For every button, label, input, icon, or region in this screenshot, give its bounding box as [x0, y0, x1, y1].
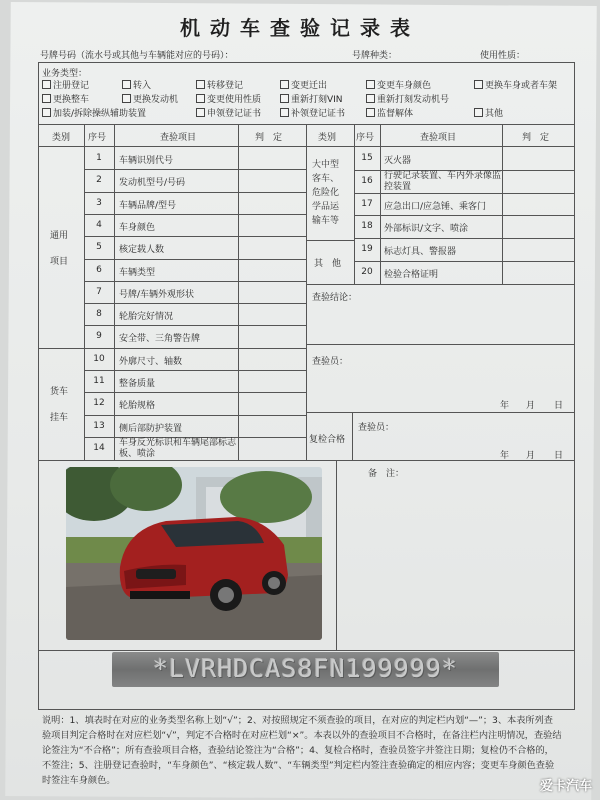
item-number: 6	[96, 264, 102, 275]
business-option-label: 转入	[133, 81, 152, 91]
business-option[interactable]	[280, 106, 345, 119]
judge-cell[interactable]	[239, 303, 306, 325]
item-label: 车身反光标识和车辆尾部标志板、喷涂	[119, 437, 237, 459]
category-large-5: 输车等	[312, 216, 340, 226]
divider	[38, 650, 575, 651]
item-number: 15	[361, 153, 373, 163]
frame-right	[574, 62, 575, 710]
recheck-date-year: 年	[500, 451, 510, 461]
checkbox-icon[interactable]	[196, 94, 205, 103]
business-option[interactable]	[196, 106, 261, 119]
checkbox-icon[interactable]	[366, 108, 375, 117]
divider	[336, 460, 337, 650]
business-option-label: 变更迁出	[291, 81, 328, 91]
item-label: 外廓尺寸、轴数	[119, 356, 183, 367]
item-number: 18	[361, 221, 373, 232]
header-judge-right: 判 定	[522, 133, 550, 143]
judge-cell[interactable]	[503, 170, 574, 193]
judge-cell[interactable]	[239, 214, 306, 236]
vin-rubbing-text: *LVRHDCAS8FN199999*	[153, 654, 458, 683]
business-option[interactable]	[196, 92, 261, 105]
judge-cell[interactable]	[239, 348, 306, 370]
item-number: 2	[96, 175, 102, 186]
judge-cell[interactable]	[239, 192, 306, 214]
divider	[380, 124, 381, 284]
judge-cell[interactable]	[239, 281, 306, 303]
item-label: 轮胎完好情况	[119, 312, 174, 323]
business-option[interactable]	[42, 92, 89, 105]
checkbox-icon[interactable]	[366, 80, 375, 89]
business-option[interactable]	[366, 92, 449, 105]
business-option[interactable]	[474, 78, 557, 91]
business-type-label: 业务类型：	[42, 69, 88, 79]
item-number: 10	[93, 353, 105, 364]
category-large-3: 危险化	[312, 188, 340, 198]
recheck-label: 复检合格	[309, 435, 346, 445]
item-number: 9	[96, 331, 102, 342]
checkbox-icon[interactable]	[42, 108, 51, 117]
header-category-right: 类别	[318, 133, 337, 143]
header-seq-left: 序号	[88, 133, 107, 143]
business-option[interactable]	[196, 78, 243, 91]
usage-label: 使用性质：	[480, 51, 526, 61]
business-option[interactable]	[42, 78, 89, 91]
header-judge-left: 判 定	[255, 133, 283, 143]
judge-cell[interactable]	[239, 236, 306, 258]
site-watermark: 爱卡汽车	[539, 779, 592, 794]
inspector-date-day: 日	[554, 401, 564, 411]
checkbox-icon[interactable]	[366, 94, 375, 103]
judge-cell[interactable]	[503, 238, 574, 261]
recheck-inspector-label: 查验员：	[358, 423, 395, 433]
judge-cell[interactable]	[239, 147, 306, 169]
category-large-4: 学品运	[312, 202, 340, 212]
item-label: 安全带、三角警告牌	[119, 334, 201, 345]
plate-type-label: 号牌种类：	[352, 51, 398, 61]
checkbox-icon[interactable]	[280, 94, 289, 103]
frame-top	[38, 62, 575, 63]
business-option[interactable]	[366, 106, 413, 119]
checkbox-icon[interactable]	[122, 94, 131, 103]
header-seq-right: 序号	[356, 133, 375, 143]
recheck-date-day: 日	[554, 451, 564, 461]
category-general-2: 项目	[50, 257, 69, 267]
item-label: 应急出口/应急锤、乘客门	[384, 201, 487, 212]
business-option-label: 注册登记	[53, 81, 90, 91]
item-number: 1	[96, 153, 102, 163]
vehicle-photo	[66, 467, 322, 640]
item-number: 8	[96, 309, 102, 320]
judge-cell[interactable]	[239, 169, 306, 191]
business-option[interactable]	[366, 78, 431, 91]
divider	[84, 124, 85, 460]
judge-cell[interactable]	[503, 193, 574, 216]
business-option-label: 更换车身或者车架	[485, 81, 558, 91]
item-label: 核定载人数	[119, 245, 165, 256]
item-number: 20	[361, 267, 373, 277]
form-title: 机动车查验记录表	[180, 16, 420, 40]
business-option-label: 监督解体	[377, 109, 414, 119]
header-category-left: 类别	[52, 133, 71, 143]
item-label: 行驶记录装置、车内外录像监控装置	[384, 170, 502, 192]
business-option[interactable]	[474, 106, 503, 119]
business-option-label: 补领登记证书	[291, 109, 346, 119]
item-number: 12	[93, 398, 105, 409]
item-label: 侧后部防护装置	[119, 423, 183, 434]
business-option[interactable]	[122, 78, 151, 91]
checkbox-icon[interactable]	[122, 80, 131, 89]
business-option-label: 加装/拆除操纵辅助装置	[53, 109, 147, 119]
business-option[interactable]	[280, 92, 343, 105]
frame-left	[38, 62, 39, 710]
item-number: 17	[361, 198, 373, 209]
category-large-1: 大中型	[312, 160, 340, 170]
item-number: 16	[361, 175, 373, 186]
inspector-label: 查验员：	[312, 357, 349, 367]
item-label: 整备质量	[119, 379, 156, 389]
business-option-label: 变更使用性质	[207, 95, 262, 105]
judge-cell[interactable]	[239, 437, 306, 459]
business-option-label: 更换发动机	[133, 95, 179, 105]
checkbox-icon[interactable]	[196, 108, 205, 117]
item-label: 车辆类型	[119, 267, 156, 278]
divider	[306, 124, 307, 460]
frame-bottom	[38, 709, 575, 710]
remark-label: 备 注：	[368, 469, 405, 479]
judge-cell[interactable]	[239, 370, 306, 392]
business-option-label: 其他	[485, 109, 504, 119]
item-label: 检验合格证明	[384, 270, 439, 280]
inspector-date-month: 月	[526, 401, 536, 411]
header-item-left: 查验项目	[160, 133, 197, 143]
divider	[352, 412, 353, 460]
item-label: 号牌/车辆外观形状	[119, 289, 195, 300]
category-general-1: 通用	[50, 231, 69, 241]
divider	[306, 240, 355, 241]
category-large-2: 客车、	[312, 174, 340, 184]
divider	[306, 344, 575, 345]
item-number: 14	[93, 442, 105, 453]
item-label: 车身颜色	[119, 222, 156, 233]
item-label: 外部标识/文字、喷涂	[384, 224, 469, 235]
business-option-label: 变更车身颜色	[377, 81, 432, 91]
divider	[354, 124, 355, 284]
item-number: 13	[93, 420, 105, 431]
business-option-label: 转移登记	[207, 81, 244, 91]
item-label: 轮胎规格	[119, 401, 156, 412]
item-label: 标志灯具、警报器	[384, 247, 457, 258]
business-option[interactable]	[280, 78, 327, 91]
inspector-date-year: 年	[500, 401, 510, 411]
header-item-right: 查验项目	[420, 133, 457, 143]
judge-cell[interactable]	[503, 147, 574, 170]
business-option-label: 更换整车	[53, 95, 90, 105]
item-number: 11	[93, 376, 105, 386]
business-option-label: 申领登记证书	[207, 109, 262, 119]
judge-cell[interactable]	[239, 259, 306, 281]
item-number: 7	[96, 286, 102, 297]
item-label: 车辆识别代号	[119, 156, 174, 166]
divider	[306, 284, 575, 285]
item-label: 灭火器	[384, 156, 412, 166]
divider	[38, 348, 307, 349]
judge-cell[interactable]	[503, 215, 574, 238]
business-option-label: 重新打刻VIN	[291, 95, 343, 105]
instruction-note: 说明：1、填表时在对应的业务类型名称上划“√”；2、对按照规定不须查验的项目，在对应的判定栏内划“—”；3、本表所列查验项目判定合格时在对应栏划“√”，判定不合格时在对应栏划“×”。本表以外的查验项目不合格时，在备注栏内注明情况，查验结论签注为“不合格”；所有查验项目合格，查验结论签注为“合格”；4、复检合格时，查验员签字并签注日期；复检仍不合格的，不签注；5、注册登记查验时，“车身颜色”、“核定载人数”、“车辆类型”判定栏内签注查验确定的相应内容；变更车身颜色查验时签注车身颜色。	[42, 715, 562, 786]
checkbox-icon[interactable]	[42, 80, 51, 89]
business-option[interactable]	[122, 92, 178, 105]
checkbox-icon[interactable]	[42, 94, 51, 103]
checkbox-icon[interactable]	[280, 108, 289, 117]
business-option-label: 重新打刻发动机号	[377, 95, 450, 105]
judge-cell[interactable]	[503, 261, 574, 284]
divider	[306, 412, 575, 413]
judge-cell[interactable]	[239, 392, 306, 414]
item-number: 5	[96, 242, 102, 253]
item-number: 4	[96, 219, 102, 230]
business-option[interactable]	[42, 106, 146, 119]
conclusion-label: 查验结论：	[312, 293, 358, 303]
divider	[114, 124, 115, 460]
checkbox-icon[interactable]	[280, 80, 289, 89]
item-number: 3	[96, 197, 102, 208]
judge-cell[interactable]	[239, 325, 306, 347]
category-other: 其 他	[314, 259, 342, 269]
item-number: 19	[361, 244, 373, 255]
checkbox-icon[interactable]	[196, 80, 205, 89]
item-label: 车辆品牌/型号	[119, 200, 177, 211]
judge-cell[interactable]	[239, 415, 306, 437]
vin-rubbing-image	[112, 652, 499, 687]
item-label: 发动机型号/号码	[119, 178, 186, 189]
category-truck-1: 货车	[50, 387, 69, 397]
divider	[38, 460, 575, 461]
recheck-date-month: 月	[526, 451, 536, 461]
plate-number-label: 号牌号码（流水号或其他与车辆能对应的号码）：	[40, 51, 234, 61]
checkbox-icon[interactable]	[474, 108, 483, 117]
checkbox-icon[interactable]	[474, 80, 483, 89]
category-truck-2: 挂车	[50, 413, 69, 423]
